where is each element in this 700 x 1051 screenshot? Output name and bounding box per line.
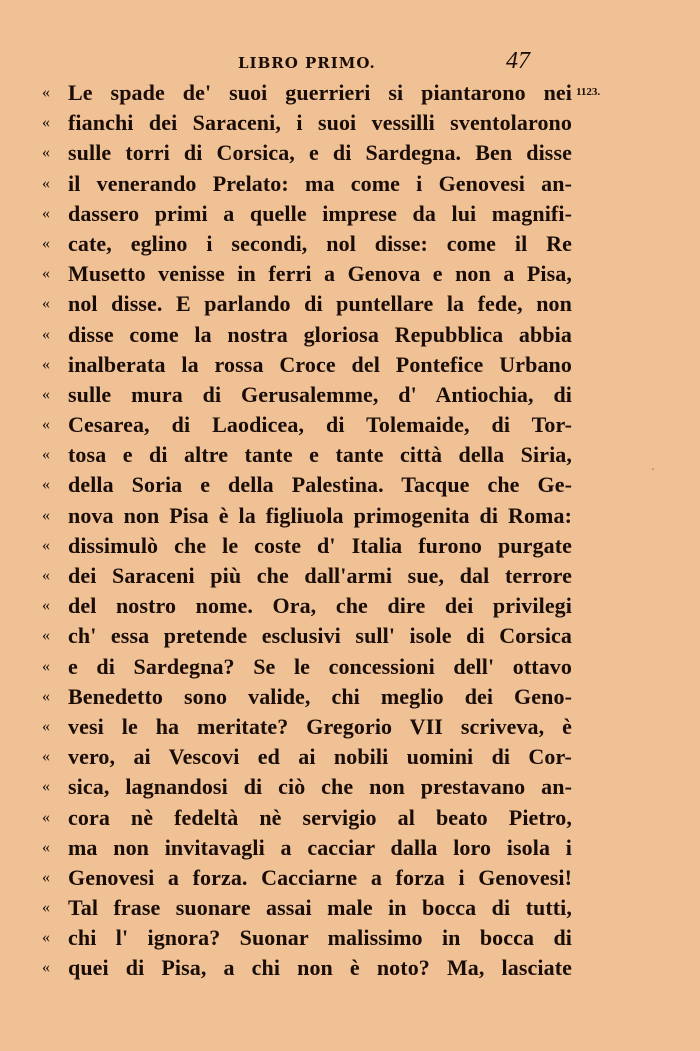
text-line [42,169,572,199]
line-text: dassero primi a quelle imprese da lui magnifi- [68,200,572,226]
line-text: nova non Pisa è la figliuola primogenita di Roma: [68,502,572,528]
text-line [42,893,572,923]
quotation-mark: « [42,748,50,766]
text-line [42,350,572,380]
text-line [42,923,572,953]
stray-mark: ´ [650,468,655,479]
text-line [42,591,572,621]
quotation-mark: « [42,929,50,947]
text-line [42,259,572,289]
line-text: vesi le ha meritate? Gregorio VII scriveva, è [68,713,572,739]
line-text: disse come la nostra gloriosa Repubblica abbia [68,321,572,347]
quotation-mark: « [42,536,50,554]
line-text: vero, ai Vescovi ed ai nobili uomini di Cor- [68,744,572,770]
text-line [42,199,572,229]
quotation-mark: « [42,385,50,403]
quotation-mark: « [42,476,50,494]
line-text: Tal frase suonare assai male in bocca di tutti, [68,895,572,921]
quotation-mark: « [42,838,50,856]
text-line [42,561,572,591]
body-text [42,78,572,984]
text-line [42,470,572,500]
quotation-mark: « [42,204,50,222]
line-text: sulle mura di Gerusalemme, d' Antiochia, di [68,381,572,407]
text-line [42,229,572,259]
text-line [42,410,572,440]
line-text: cate, eglino i secondi, nol disse: come il Re [68,230,572,256]
line-text: chi l' ignora? Suonar malissimo in bocca di [68,925,572,951]
line-text: sica, lagnandosi di ciò che non prestavano an- [68,774,572,800]
line-text: dei Saraceni più che dall'armi sue, dal terrore [68,563,572,588]
quotation-mark: « [42,627,50,645]
line-text: del nostro nome. Ora, che dire dei privilegi [68,593,572,619]
line-text: dissimulò che le coste d' Italia furono purgate [68,532,572,558]
text-line [42,621,572,651]
quotation-mark: « [42,657,50,675]
text-line [42,712,572,742]
text-line [42,652,572,682]
line-text: inalberata la rossa Croce del Pontefice Urbano [68,351,572,377]
line-text: nol disse. E parlando di puntellare la fede, non [68,291,572,317]
quotation-mark: « [42,325,50,343]
running-title: LIBRO PRIMO. [238,54,376,72]
text-line [42,682,572,712]
text-line [42,501,572,531]
line-text: ma non invitavagli a cacciar dalla loro isola i [68,834,572,860]
quotation-mark: « [42,416,50,434]
text-line [42,833,572,863]
quotation-mark: « [42,597,50,615]
line-text: Cesarea, di Laodicea, di Tolemaide, di Tor- [68,412,572,438]
line-text: fianchi dei Saraceni, i suoi vessilli sventolarono [68,110,572,136]
quotation-mark: « [42,144,50,162]
quotation-mark: « [42,808,50,826]
line-text: della Soria e della Palestina. Tacque che Ge- [68,472,572,498]
line-text: Musetto venisse in ferri a Genova e non a Pisa, [68,261,572,287]
text-line [42,803,572,833]
quotation-mark: « [42,899,50,917]
text-line [42,953,572,983]
line-text: cora nè fedeltà nè servigio al beato Pietro, [68,804,572,830]
quotation-mark: « [42,355,50,373]
quotation-mark: « [42,687,50,705]
text-line [42,440,572,470]
line-text: il venerando Prelato: ma come i Genovesi an- [68,170,572,196]
line-text: Benedetto sono valide, chi meglio dei Geno- [68,683,572,709]
text-line [42,289,572,319]
quotation-mark: « [42,114,50,132]
quotation-mark: « [42,506,50,524]
line-text: Le spade de' suoi guerrieri si piantarono nei [68,80,572,105]
quotation-mark: « [42,778,50,796]
quotation-mark: « [42,717,50,735]
quotation-mark: « [42,234,50,252]
line-text: ch' essa pretende esclusivi sull' isole di Corsica [68,623,572,649]
margin-year-note: 1123. [576,86,601,98]
text-line [42,108,572,138]
quotation-mark: « [42,567,50,584]
quotation-mark: « [42,868,50,886]
text-line [42,772,572,802]
line-text: e di Sardegna? Se le concessioni dell' ottavo [68,653,572,679]
text-line [42,138,572,168]
quotation-mark: « [42,174,50,192]
text-line [42,78,572,108]
page-number: 47 [506,48,530,74]
text-line [42,742,572,772]
quotation-mark: « [42,265,50,283]
text-line [42,380,572,410]
text-line [42,320,572,350]
text-line [42,863,572,893]
quotation-mark: « [42,446,50,464]
line-text: Genovesi a forza. Cacciarne a forza i Genovesi! [68,864,572,890]
quotation-mark: « [42,84,50,101]
line-text: tosa e di altre tante e tante città della Siria, [68,442,572,468]
quotation-mark: « [42,295,50,313]
page-header [0,50,700,80]
line-text: sulle torri di Corsica, e di Sardegna. Ben disse [68,140,572,166]
text-line [42,531,572,561]
line-text: quei di Pisa, a chi non è noto? Ma, lasciate [68,955,572,981]
quotation-mark: « [42,959,50,977]
